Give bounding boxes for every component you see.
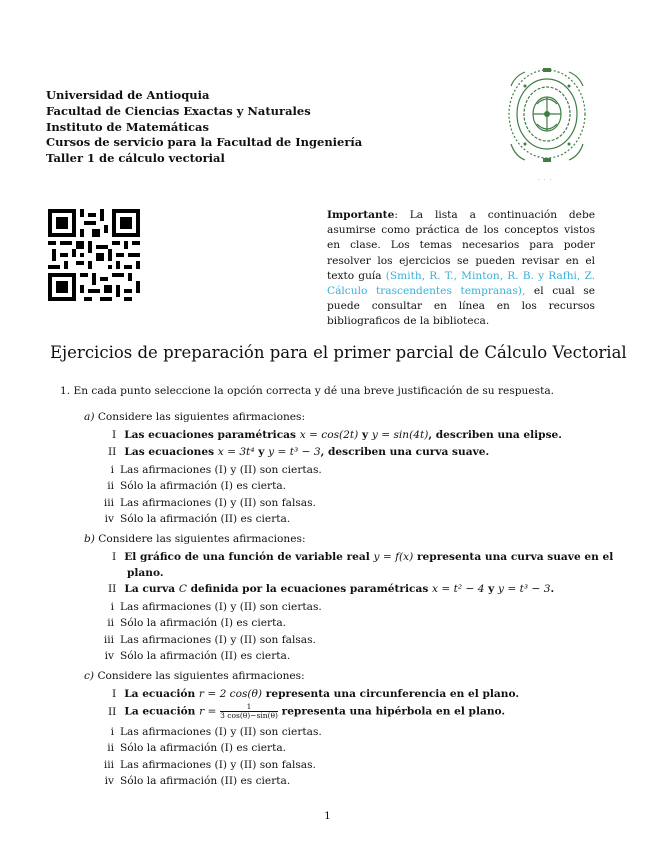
option-item[interactable] xyxy=(92,724,322,740)
header-line: Universidad de Antioquia xyxy=(46,88,210,102)
math-expression: x = t² − 4 xyxy=(432,583,485,595)
option-text: Sólo la afirmación (I) es cierta. xyxy=(120,480,287,493)
part-c-statement-1 xyxy=(112,686,519,702)
part-label: b) xyxy=(84,533,95,545)
statement-text: representa una hipérbola en el plano. xyxy=(277,705,506,718)
important-note xyxy=(327,208,595,330)
exercise-number: 1. xyxy=(60,385,71,397)
note-text: : La lista a continuación debe asumirse como práctica de los conceptos vistos en clase. Los temas necesarios para poder resolver los ejercicios se pueden revisar en el texto guía xyxy=(327,209,595,282)
math-expression: x = cos(2t) xyxy=(299,429,359,441)
option-item[interactable] xyxy=(92,632,322,648)
part-intro-text: Considere las siguientes afirmaciones: xyxy=(98,533,306,545)
math-expression: y = f(x) xyxy=(373,551,414,563)
part-c-intro xyxy=(84,668,305,684)
option-text: Las afirmaciones (I) y (II) son ciertas. xyxy=(120,601,322,613)
option-item[interactable] xyxy=(92,478,322,494)
statement-text: representa una curva suave en el xyxy=(413,551,614,563)
option-label: iv xyxy=(104,775,114,788)
roman-numeral: II xyxy=(108,583,117,595)
statement-text: El gráfico de una función de variable real xyxy=(124,551,374,563)
option-text: Sólo la afirmación (II) es cierta. xyxy=(120,513,291,526)
roman-numeral: I xyxy=(112,429,117,441)
statement-text: La ecuación xyxy=(124,705,200,718)
option-item[interactable] xyxy=(92,740,322,756)
option-label: i xyxy=(110,601,114,613)
option-label: i xyxy=(110,726,114,738)
part-a-options xyxy=(92,462,322,528)
option-label: ii xyxy=(107,742,114,755)
part-b-intro xyxy=(84,531,306,547)
math-expression: y = t³ − 3 xyxy=(268,446,321,458)
statement-text: , describen una curva suave. xyxy=(320,446,490,458)
part-b-options xyxy=(92,599,322,665)
math-expression: x = 3t⁴ xyxy=(217,446,255,458)
header-line: Instituto de Matemáticas xyxy=(46,119,209,134)
statement-text: , describen una elipse. xyxy=(428,429,562,441)
fraction-denominator: 3 cos(θ)−sin(θ) xyxy=(220,711,278,720)
math-expression: y = t³ − 3 xyxy=(498,583,551,595)
part-label: c) xyxy=(84,670,95,682)
part-intro-text: Considere las siguientes afirmaciones: xyxy=(97,670,305,682)
statement-text: y xyxy=(358,429,372,441)
exercise-prompt-text: En cada punto seleccione la opción correcta y dé una breve justificación de su respuesta. xyxy=(73,385,555,397)
roman-numeral: I xyxy=(112,551,117,563)
option-item[interactable] xyxy=(92,757,322,773)
statement-text: representa una circunferencia en el plano. xyxy=(262,688,520,700)
statement-text: y xyxy=(484,583,499,595)
statement-text: definida por la ecuaciones paramétricas xyxy=(186,583,433,595)
statement-text: plano. xyxy=(127,567,164,580)
part-label: a) xyxy=(84,411,95,423)
statement-text: Las ecuaciones paramétricas xyxy=(124,429,300,441)
option-text: Sólo la afirmación (I) es cierta. xyxy=(120,742,287,755)
seal-caption-mark: · · · xyxy=(538,177,553,184)
part-intro-text: Considere las siguientes afirmaciones: xyxy=(97,411,306,423)
option-text: Las afirmaciones (I) y (II) son falsas. xyxy=(120,633,316,646)
option-item[interactable] xyxy=(92,648,322,664)
part-a-statement-2 xyxy=(108,444,489,460)
part-a-statement-1 xyxy=(112,427,562,443)
part-c-statement-2 xyxy=(108,703,505,720)
option-label: iii xyxy=(103,758,114,771)
option-text: Sólo la afirmación (I) es cierta. xyxy=(120,617,287,630)
part-b-statement-1 xyxy=(112,549,613,582)
option-text: Sólo la afirmación (II) es cierta. xyxy=(120,775,291,788)
header-line: Cursos de servicio para la Facultad de Ingeniería xyxy=(46,135,363,150)
option-label: ii xyxy=(107,480,114,493)
option-item[interactable] xyxy=(92,599,322,615)
part-b-statement-2 xyxy=(108,581,554,597)
option-item[interactable] xyxy=(92,615,322,631)
math-expression: r = 2 cos(θ) xyxy=(198,688,263,700)
option-label: i xyxy=(110,464,114,476)
note-text-end: el cual se puede consultar en línea en los recursos bibliograficos de la biblioteca. xyxy=(327,285,595,328)
qr-code-icon[interactable] xyxy=(48,209,140,301)
math-expression: y = sin(4t) xyxy=(371,429,429,441)
option-item[interactable] xyxy=(92,773,322,789)
header-line: Taller 1 de cálculo vectorial xyxy=(46,151,225,166)
option-text: Las afirmaciones (I) y (II) son falsas. xyxy=(120,758,316,771)
exercise-prompt xyxy=(60,383,554,399)
option-item[interactable] xyxy=(92,462,322,478)
statement-text: . xyxy=(550,583,555,595)
fraction-numerator: 1 xyxy=(220,703,278,712)
option-text: Sólo la afirmación (II) es cierta. xyxy=(120,650,291,663)
option-item[interactable] xyxy=(92,495,322,511)
statement-text: La curva xyxy=(124,583,179,595)
statement-text: y xyxy=(254,446,269,458)
option-label: iii xyxy=(103,633,114,646)
roman-numeral: I xyxy=(112,688,117,700)
option-item[interactable] xyxy=(92,511,322,527)
math-fraction xyxy=(220,703,278,720)
option-text: Las afirmaciones (I) y (II) son ciertas. xyxy=(120,464,322,476)
roman-numeral: II xyxy=(108,705,117,718)
textbook-citation-link[interactable]: (Smith, R. T., Minton, R. B. y Rafhi, Z. Cálculo trascendentes tempranas), xyxy=(327,269,595,298)
option-label: iii xyxy=(103,496,114,509)
statement-text: Las ecuaciones xyxy=(124,446,218,458)
option-label: iv xyxy=(104,513,114,526)
option-text: Las afirmaciones (I) y (II) son ciertas. xyxy=(120,726,322,738)
roman-numeral: II xyxy=(108,446,117,458)
university-seal-logo xyxy=(505,66,589,166)
part-c-options xyxy=(92,724,322,790)
math-expression: C xyxy=(178,583,187,595)
option-label: ii xyxy=(107,617,114,630)
note-lead: Importante xyxy=(327,209,395,221)
part-a-intro xyxy=(84,409,305,425)
option-text: Las afirmaciones (I) y (II) son falsas. xyxy=(120,496,316,509)
page-number: 1 xyxy=(324,810,331,822)
section-title: Ejercicios de preparación para el primer parcial de Cálculo Vectorial xyxy=(50,343,627,362)
institution-header xyxy=(46,88,362,167)
option-label: iv xyxy=(104,650,114,663)
math-expression: r = xyxy=(199,705,217,718)
statement-text: La ecuación xyxy=(124,688,199,700)
header-line: Facultad de Ciencias Exactas y Naturales xyxy=(46,103,311,118)
